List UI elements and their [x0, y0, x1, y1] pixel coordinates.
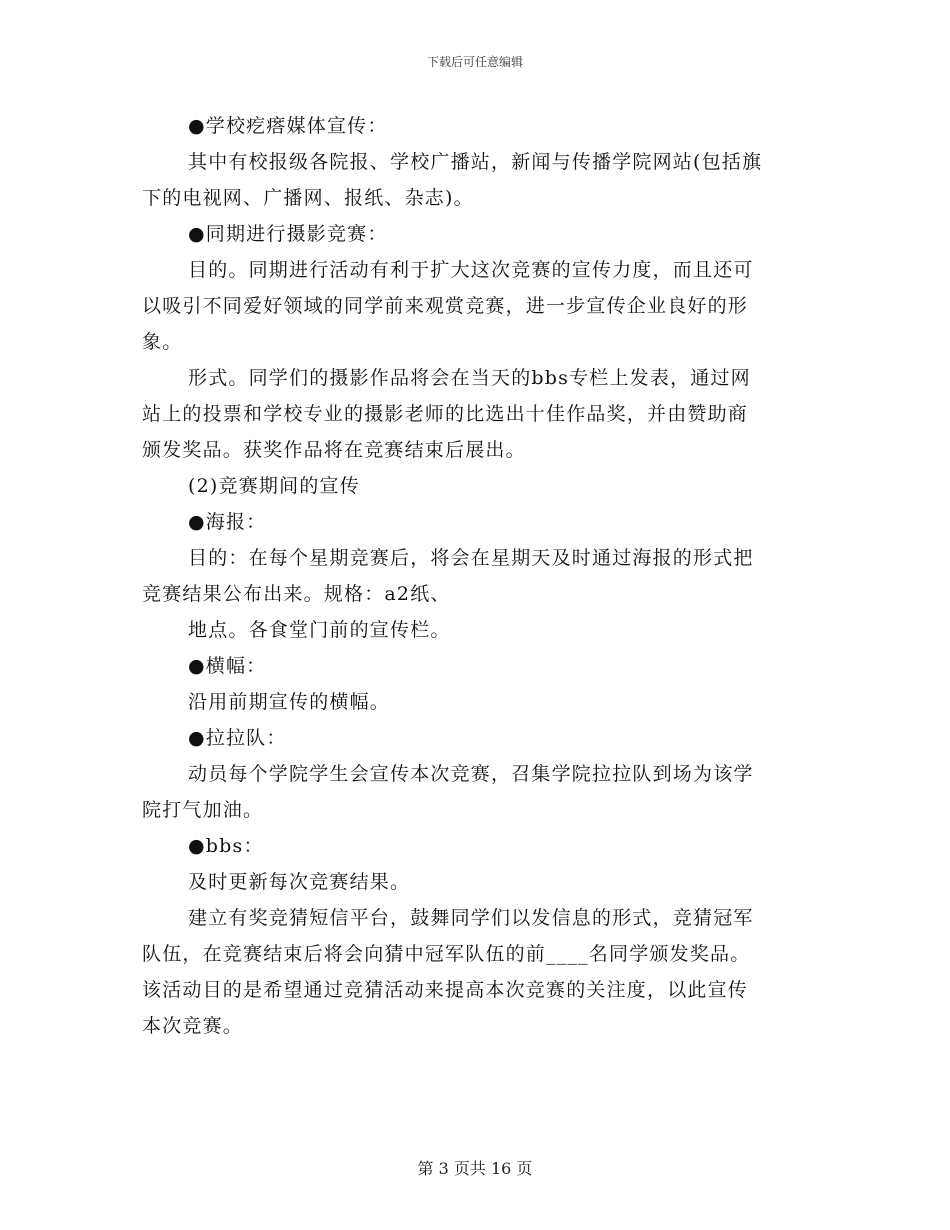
text-line: 该活动目的是希望通过竞猜活动来提高本次竞赛的关注度，以此宣传 — [142, 979, 749, 1001]
text-line: ●海报： — [188, 511, 267, 533]
text-line: 目的：在每个星期竞赛后，将会在星期天及时通过海报的形式把 — [188, 547, 754, 569]
text-line: 其中有校报级各院报、学校广播站，新闻与传播学院网站(包括旗 — [188, 151, 763, 173]
text-line: 象。 — [142, 331, 183, 353]
text-line: ●拉拉队： — [188, 727, 287, 749]
text-line: 及时更新每次竞赛结果。 — [188, 871, 411, 893]
text-line: ●同期进行摄影竞赛： — [188, 223, 388, 245]
document-body — [142, 108, 812, 1044]
section-heading: (2)竞赛期间的宣传 — [188, 475, 360, 497]
text-line: 以吸引不同爱好领域的同学前来观赏竞赛，进一步宣传企业良好的形 — [142, 295, 749, 317]
text-line: 队伍，在竞赛结束后将会向猜中冠军队伍的前____名同学颁发奖品。 — [142, 943, 751, 965]
text-line: 院打气加油。 — [142, 799, 264, 821]
text-line: 站上的投票和学校专业的摄影老师的比选出十佳作品奖，并由赞助商 — [142, 403, 749, 425]
text-line: 动员每个学院学生会宣传本次竞赛，召集学院拉拉队到场为该学 — [188, 763, 754, 785]
page-footer: 第 3 页共 16 页 — [417, 1159, 533, 1178]
text-line: ●学校疙瘩媒体宣传： — [188, 115, 388, 137]
text-line: 目的。同期进行活动有利于扩大这次竞赛的宣传力度，而且还可 — [188, 259, 754, 281]
text-line: 地点。各食堂门前的宣传栏。 — [188, 619, 451, 641]
text-line: 本次竞赛。 — [142, 1015, 244, 1037]
text-line: ●横幅： — [188, 655, 267, 677]
text-line: 颁发奖品。获奖作品将在竞赛结束后展出。 — [142, 439, 526, 461]
text-line: 竞赛结果公布出来。规格：a2纸、 — [142, 583, 451, 605]
text-line: 形式。同学们的摄影作品将会在当天的bbs专栏上发表，通过网 — [188, 367, 751, 389]
text-line: ●bbs： — [188, 835, 264, 857]
text-line: 下的电视网、广播网、报纸、杂志)。 — [142, 187, 474, 209]
page-header: 下载后可任意编辑 — [426, 55, 523, 69]
text-line: 沿用前期宣传的横幅。 — [188, 691, 391, 713]
text-line: 建立有奖竞猜短信平台，鼓舞同学们以发信息的形式，竞猜冠军 — [188, 907, 754, 929]
